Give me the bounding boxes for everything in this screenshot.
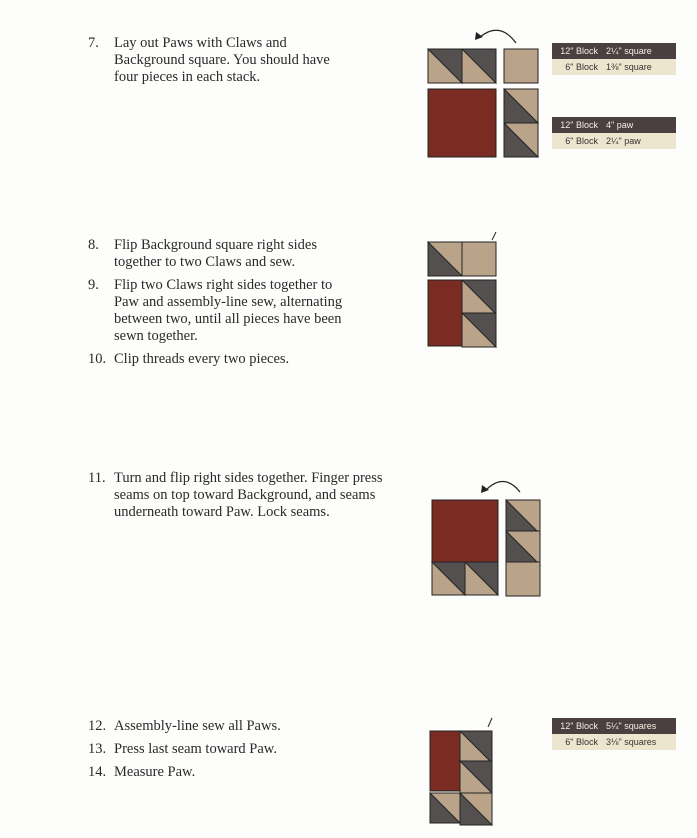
flip-arrow-icon — [480, 30, 516, 43]
step-line: sewn together. — [114, 328, 198, 344]
step-number: 7. — [88, 35, 99, 51]
chart-size-value: 1⅜" square — [606, 62, 652, 72]
chart-row-12-block — [552, 117, 676, 133]
step-7 — [88, 35, 330, 86]
paw-size-chart — [552, 117, 676, 149]
step-line: four pieces in each stack. — [114, 69, 261, 85]
step-group-8-10 — [88, 237, 342, 374]
thread-mark-icon — [492, 232, 496, 240]
result-size-chart — [552, 718, 676, 750]
chart-row-12-block — [552, 718, 676, 734]
step-8 — [88, 237, 342, 271]
chart-size-value: 3⅛" squares — [606, 737, 657, 747]
step-12-14-illustration — [420, 715, 505, 830]
step-number: 9. — [88, 277, 99, 293]
background-square — [504, 49, 538, 83]
chart-size-value: 2¼" paw — [606, 136, 641, 146]
chart-block-label: 12" Block — [560, 120, 598, 130]
chart-size-value: 2¼" square — [606, 46, 652, 56]
chart-block-label: 6" Block — [565, 62, 598, 72]
step-line: Clip threads every two pieces. — [114, 351, 290, 367]
step-number: 14. — [88, 764, 107, 780]
step-9 — [88, 277, 342, 345]
step-line: Lay out Paws with Claws and — [114, 35, 287, 51]
step-line: Press last seam toward Paw. — [114, 741, 277, 757]
chart-row-12-block — [552, 43, 676, 59]
step-number: 8. — [88, 237, 99, 253]
claws-size-chart — [552, 43, 676, 75]
step-number: 10. — [88, 351, 107, 367]
step-line: Measure Paw. — [114, 764, 196, 780]
chart-block-label: 12" Block — [560, 721, 598, 731]
step-line: Turn and flip right sides together. Finger press — [114, 470, 383, 486]
background-square — [462, 242, 496, 276]
step-12 — [88, 718, 281, 735]
step-11-illustration — [420, 470, 550, 600]
step-number: 13. — [88, 741, 107, 757]
step-group-7 — [88, 35, 330, 92]
chart-size-value: 5¼" squares — [606, 721, 657, 731]
step-number: 12. — [88, 718, 107, 734]
step-group-11 — [88, 470, 383, 527]
step-line: Assembly-line sew all Paws. — [114, 718, 281, 734]
step-line: between two, until all pieces have been — [114, 311, 342, 327]
paw-square — [428, 89, 496, 157]
step-7-illustration — [420, 25, 540, 160]
chart-row-6-block — [552, 133, 676, 149]
background-square — [506, 562, 540, 596]
chart-block-label: 6" Block — [565, 136, 598, 146]
step-8-10-illustration — [420, 230, 510, 350]
step-14 — [88, 764, 281, 781]
paw-square — [432, 500, 498, 562]
paw-square — [430, 731, 460, 791]
chart-size-value: 4" paw — [606, 120, 634, 130]
step-line: seams on top toward Background, and seams — [114, 487, 376, 503]
step-13 — [88, 741, 281, 758]
flip-arrow-icon — [486, 481, 520, 492]
thread-mark-icon — [488, 718, 492, 727]
step-number: 11. — [88, 470, 106, 486]
chart-block-label: 6" Block — [565, 737, 598, 747]
step-line: underneath toward Paw. Lock seams. — [114, 504, 330, 520]
step-group-12-14 — [88, 718, 281, 787]
step-line: Flip Background square right sides — [114, 237, 317, 253]
paw-square — [428, 280, 462, 346]
step-line: together to two Claws and sew. — [114, 254, 296, 270]
step-line: Background square. You should have — [114, 52, 330, 68]
step-11 — [88, 470, 383, 521]
chart-block-label: 12" Block — [560, 46, 598, 56]
step-line: Flip two Claws right sides together to — [114, 277, 333, 293]
step-line: Paw and assembly-line sew, alternating — [114, 294, 343, 310]
chart-row-6-block — [552, 734, 676, 750]
step-10 — [88, 351, 342, 368]
chart-row-6-block — [552, 59, 676, 75]
